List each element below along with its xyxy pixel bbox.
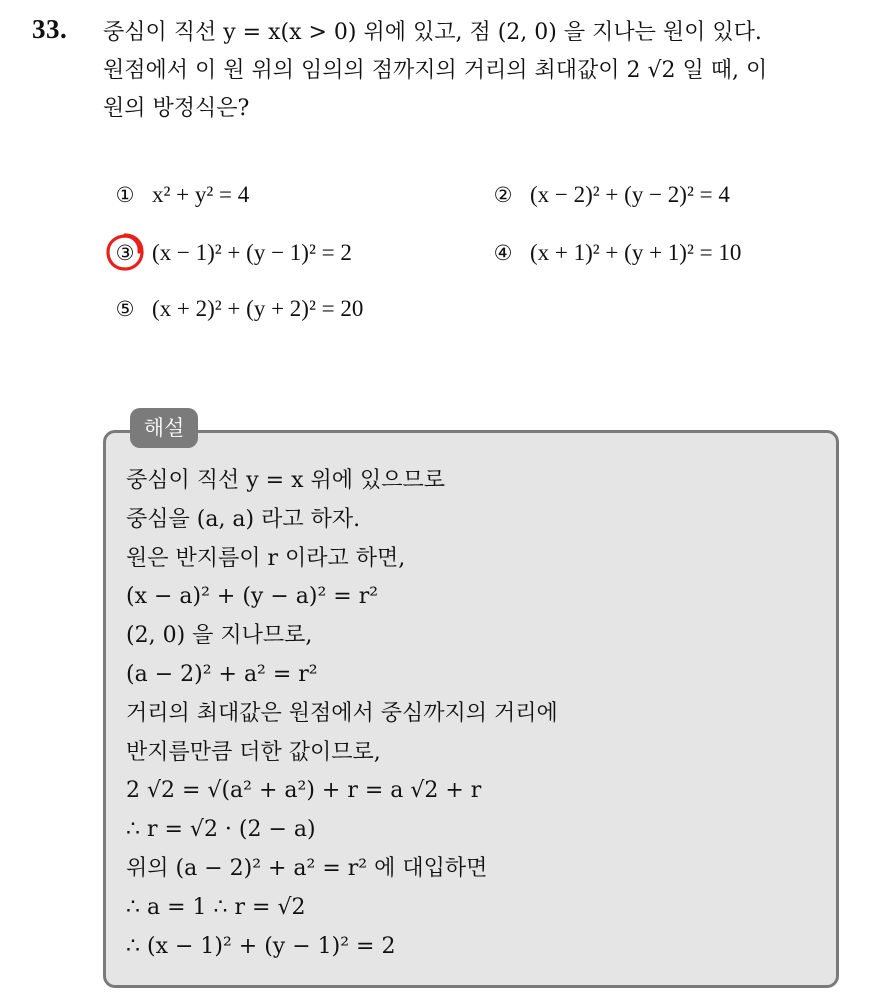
choice-5[interactable] xyxy=(112,294,363,324)
explanation-line: 2 √2 = √(a² + a²) + r = a √2 + r xyxy=(126,778,482,804)
explanation-line: 거리의 최대값은 원점에서 중심까지의 거리에 xyxy=(126,700,558,726)
choice-expression: (x − 2)² + (y − 2)² = 4 xyxy=(530,182,730,207)
explanation-line: (a − 2)² + a² = r² xyxy=(126,661,318,687)
explanation-label: 해설 xyxy=(130,408,198,448)
explanation-body xyxy=(126,462,826,966)
explanation-line: ∴ (x − 1)² + (y − 1)² = 2 xyxy=(126,933,396,959)
question-number: 33. xyxy=(32,14,68,44)
choice-2[interactable] xyxy=(490,180,730,210)
choice-marker-text: ③ xyxy=(115,241,135,265)
explanation-line: ∴ r = √2 · (2 − a) xyxy=(126,817,316,843)
choice-1[interactable] xyxy=(112,180,249,210)
choice-marker: ① xyxy=(115,183,135,207)
choice-4[interactable] xyxy=(490,238,741,268)
choice-3[interactable] xyxy=(112,238,352,268)
choice-expression: (x − 1)² + (y − 1)² = 2 xyxy=(152,240,352,265)
explanation-line: ∴ a = 1 ∴ r = √2 xyxy=(126,894,306,920)
choice-expression: x² + y² = 4 xyxy=(152,182,250,207)
choice-expression: (x + 1)² + (y + 1)² = 10 xyxy=(530,240,742,265)
explanation-line: 중심을 (a, a) 라고 하자. xyxy=(126,506,361,532)
choice-marker xyxy=(112,240,138,266)
question-line: 중심이 직선 y = x(x > 0) 위에 있고, 점 (2, 0) 을 지나는 원이 있다. xyxy=(103,20,762,45)
explanation-line: (2, 0) 을 지나므로, xyxy=(126,623,313,649)
explanation-line: 원은 반지름이 r 이라고 하면, xyxy=(126,545,406,571)
explanation-line: (x − a)² + (y − a)² = r² xyxy=(126,584,379,610)
explanation-line: 중심이 직선 y = x 위에 있으므로 xyxy=(126,468,446,493)
choice-marker: ② xyxy=(493,183,513,207)
explanation-line: 반지름만큼 더한 값이므로, xyxy=(126,739,381,765)
choice-marker: ⑤ xyxy=(115,297,135,321)
question-line: 원점에서 이 원 위의 임의의 점까지의 거리의 최대값이 2 √2 일 때, 이 xyxy=(103,58,768,83)
explanation-line: 위의 (a − 2)² + a² = r² 에 대입하면 xyxy=(126,855,488,881)
choice-marker: ④ xyxy=(493,241,513,265)
question-line: 원의 방정식은? xyxy=(103,96,250,121)
question-text xyxy=(103,14,873,128)
choice-expression: (x + 2)² + (y + 2)² = 20 xyxy=(152,296,364,321)
